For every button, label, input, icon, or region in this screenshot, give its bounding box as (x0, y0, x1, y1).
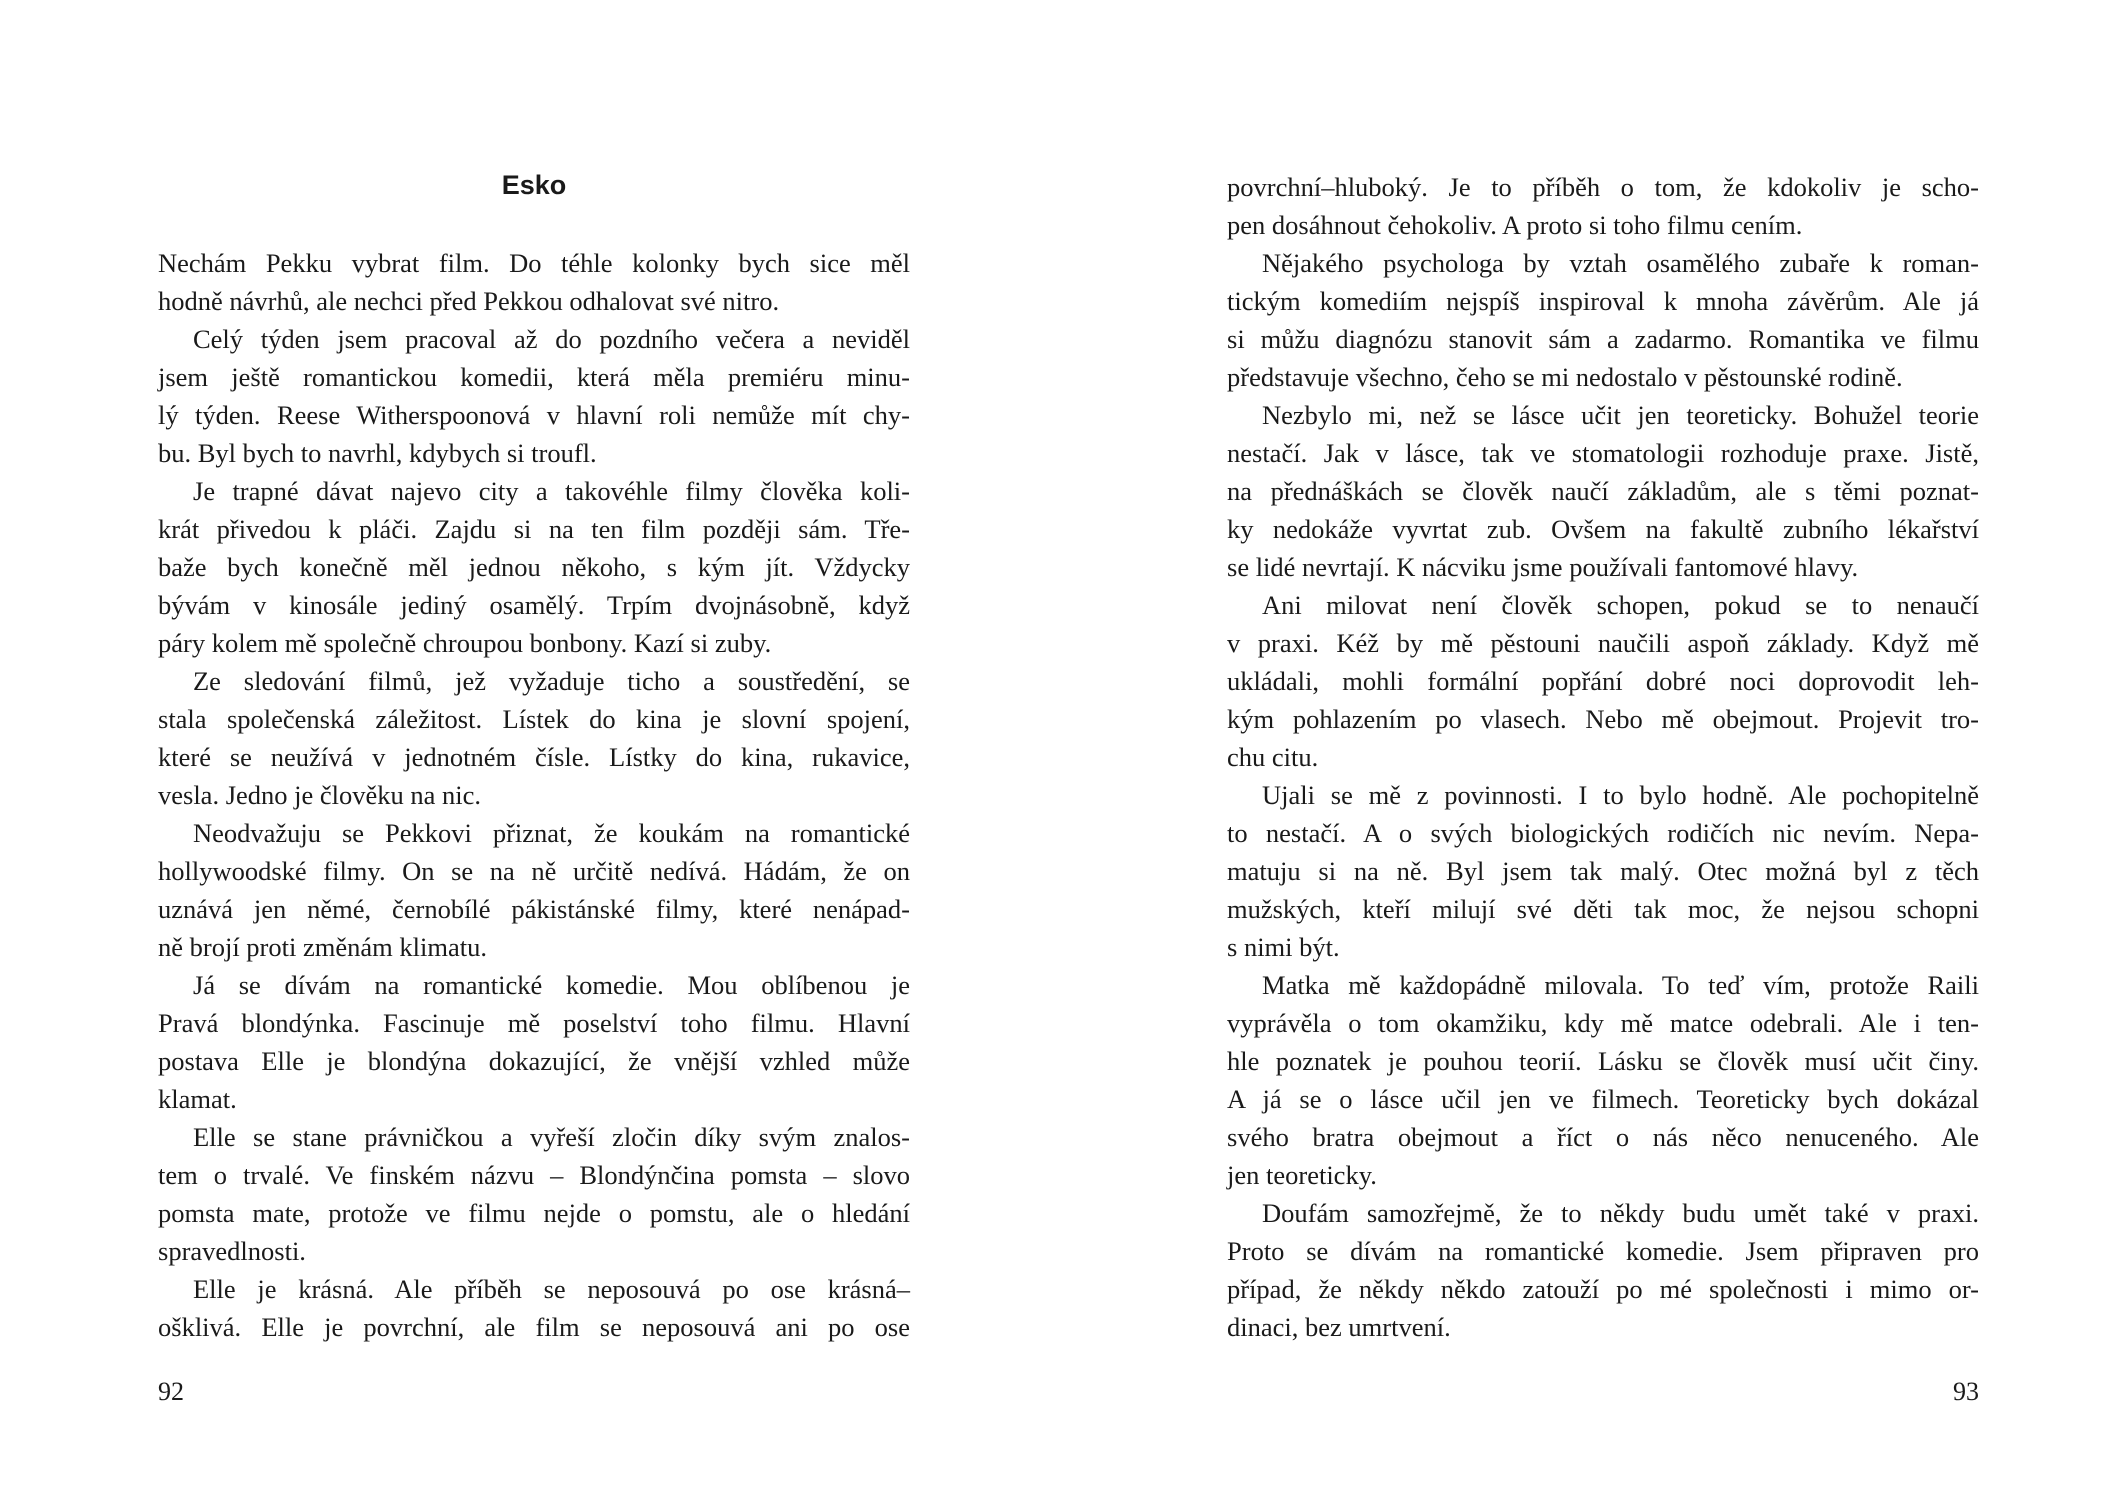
text-line: hodně návrhů, ale nechci před Pekkou odhalovat své nitro. (158, 286, 780, 316)
text-line: na přednáškách se člověk naučí základům, ale s těmi poznat- (1227, 476, 1979, 506)
left-page-text (158, 244, 910, 1346)
text-line: Neodvažuju se Pekkovi přiznat, že koukám na romantické (193, 818, 910, 848)
text-line: kým pohlazením po vlasech. Nebo mě obejmout. Projevit tro- (1227, 704, 1979, 734)
text-line: hollywoodské filmy. On se na ně určitě nedívá. Hádám, že on (158, 856, 910, 886)
text-line: Doufám samozřejmě, že to někdy budu umět také v praxi. (1262, 1198, 1979, 1228)
text-line: jsem ještě romantickou komedii, která měla premiéru minu- (158, 362, 910, 392)
text-line: klamat. (158, 1084, 237, 1114)
text-line: jen teoreticky. (1227, 1160, 1377, 1190)
text-line: baže bych konečně měl jednou někoho, s kým jít. Vždycky (158, 552, 910, 582)
right-page-text (1227, 168, 1979, 1346)
text-line: matuju si na ně. Byl jsem tak malý. Otec možná byl z těch (1227, 856, 1979, 886)
text-line: si můžu diagnózu stanovit sám a zadarmo. Romantika ve filmu (1227, 324, 1979, 354)
text-line: chu citu. (1227, 742, 1319, 772)
text-line: stala společenská záležitost. Lístek do kina je slovní spojení, (158, 704, 910, 734)
text-line: ošklivá. Elle je povrchní, ale film se neposouvá ani po ose (158, 1312, 910, 1342)
text-line: postava Elle je blondýna dokazující, že vnější vzhled může (158, 1046, 910, 1076)
page-number-right: 93 (1953, 1377, 1979, 1406)
text-line: v praxi. Kéž by mě pěstouni naučili aspoň základy. Když mě (1227, 628, 1979, 658)
text-line: Ujali se mě z povinnosti. I to bylo hodně. Ale pochopitelně (1262, 780, 1979, 810)
text-line: to nestačí. A o svých biologických rodičích nic nevím. Nepa- (1227, 818, 1979, 848)
text-line: ně brojí proti změnám klimatu. (158, 932, 487, 962)
text-line: Ani milovat není člověk schopen, pokud se to nenaučí (1262, 590, 1979, 620)
text-line: se lidé nevrtají. K nácviku jsme používali fantomové hlavy. (1227, 552, 1859, 582)
text-line: vesla. Jedno je člověku na nic. (158, 780, 482, 810)
text-line: Nechám Pekku vybrat film. Do téhle kolonky bych sice měl (158, 248, 910, 278)
text-line: Elle je krásná. Ale příběh se neposouvá po ose krásná– (193, 1274, 910, 1304)
text-line: Pravá blondýnka. Fascinuje mě poselství toho filmu. Hlavní (158, 1008, 910, 1038)
text-line: dinaci, bez umrtvení. (1227, 1312, 1451, 1342)
text-line: ukládali, mohli formální popřání dobré noci doprovodit leh- (1227, 666, 1979, 696)
text-line: pomsta mate, protože ve filmu nejde o pomstu, ale o hledání (158, 1198, 910, 1228)
text-line: uznává jen němé, černobílé pákistánské filmy, které nenápad- (158, 894, 910, 924)
text-line: hle poznatek je pouhou teorií. Lásku se člověk musí učit činy. (1227, 1046, 1979, 1076)
text-line: povrchní–hluboký. Je to příběh o tom, že kdokoliv je scho- (1227, 172, 1979, 202)
text-line: Je trapné dávat najevo city a takovéhle filmy člověka koli- (193, 476, 910, 506)
text-line: spravedlnosti. (158, 1236, 306, 1266)
text-line: Nezbylo mi, než se lásce učit jen teoreticky. Bohužel teorie (1262, 400, 1979, 430)
text-line: vyprávěla o tom okamžiku, kdy mě matce odebrali. Ale i ten- (1227, 1008, 1979, 1038)
text-line: případ, že někdy někdo zatouží po mé společnosti i mimo or- (1227, 1274, 1979, 1304)
text-line: nestačí. Jak v lásce, tak ve stomatologii rozhoduje praxe. Jistě, (1227, 438, 1979, 468)
text-line: páry kolem mě společně chroupou bonbony. Kazí si zuby. (158, 628, 772, 658)
text-line: Ze sledování filmů, jež vyžaduje ticho a soustředění, se (193, 666, 910, 696)
text-line: tickým komediím nejspíš inspiroval k mnoha závěrům. Ale já (1227, 286, 1979, 316)
text-line: mužských, kteří milují své děti tak moc, že nejsou schopni (1227, 894, 1979, 924)
text-line: s nimi být. (1227, 932, 1340, 962)
text-line: svého bratra obejmout a říct o nás něco nenuceného. Ale (1227, 1122, 1979, 1152)
chapter-title: Esko (501, 170, 567, 200)
text-line: krát přivedou k pláči. Zajdu si na ten film později sám. Tře- (158, 514, 910, 544)
text-line: lý týden. Reese Witherspoonová v hlavní roli nemůže mít chy- (158, 400, 910, 430)
text-line: Proto se dívám na romantické komedie. Jsem připraven pro (1227, 1236, 1979, 1266)
text-line: které se neužívá v jednotném čísle. Lístky do kina, rukavice, (158, 742, 910, 772)
text-line: ky nedokáže vyvrtat zub. Ovšem na fakultě zubního lékařství (1227, 514, 1979, 544)
text-line: Nějakého psychologa by vztah osamělého zubaře k roman- (1262, 248, 1979, 278)
text-line: Já se dívám na romantické komedie. Mou oblíbenou je (193, 970, 910, 1000)
text-line: Celý týden jsem pracoval až do pozdního večera a neviděl (193, 324, 910, 354)
page-number-left: 92 (158, 1377, 184, 1406)
text-line: představuje všechno, čeho se mi nedostalo v pěstounské rodině. (1227, 362, 1903, 392)
text-line: Matka mě každopádně milovala. To teď vím, protože Raili (1262, 970, 1979, 1000)
text-line: tem o trvalé. Ve finském názvu – Blondýnčina pomsta – slovo (158, 1160, 910, 1190)
text-line: A já se o lásce učil jen ve filmech. Teoreticky bych dokázal (1227, 1084, 1979, 1114)
text-line: Elle se stane právničkou a vyřeší zločin díky svým znalos- (193, 1122, 910, 1152)
text-line: bývám v kinosále jediný osamělý. Trpím dvojnásobně, když (158, 590, 910, 620)
text-line: pen dosáhnout čehokoliv. A proto si toho filmu cením. (1227, 210, 1803, 240)
text-line: bu. Byl bych to navrhl, kdybych si troufl. (158, 438, 597, 468)
